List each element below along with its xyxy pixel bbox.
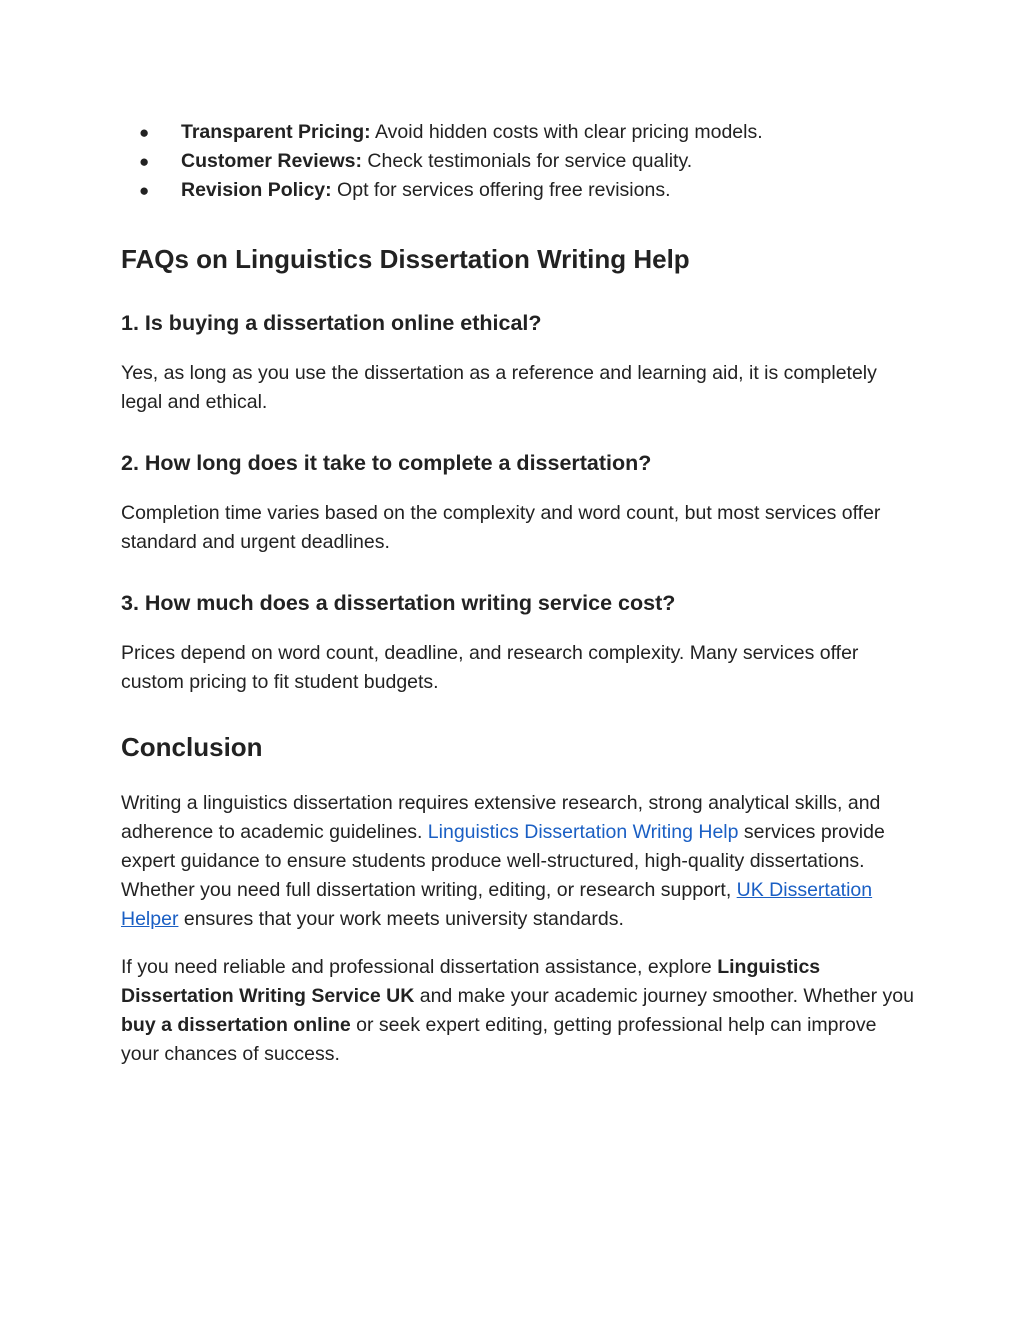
bullet-icon: ● <box>139 181 150 200</box>
bullet-text: Check testimonials for service quality. <box>361 150 693 172</box>
faq-heading: FAQs on Linguistics Dissertation Writing Help <box>121 244 690 274</box>
conclusion-text: ensures that your work meets university standards. <box>178 908 624 930</box>
conclusion-paragraph-2 <box>121 953 914 1069</box>
uk-dissertation-helper-link[interactable]: UK Dissertation Helper <box>121 879 873 930</box>
faq-answer-3: Prices depend on word count, deadline, and research complexity. Many services offer custom pricing to fit student budgets. <box>121 642 859 693</box>
conclusion-text: and make your academic journey smoother. Whether you <box>414 985 914 1007</box>
faq-question-1: 1. Is buying a dissertation online ethical? <box>121 311 542 335</box>
conclusion-text: If you need reliable and professional dissertation assistance, explore <box>121 956 718 978</box>
faq-question-2: 2. How long does it take to complete a dissertation? <box>121 451 652 475</box>
bullet-text: Opt for services offering free revisions. <box>331 179 671 201</box>
conclusion-heading: Conclusion <box>121 732 263 762</box>
faq-answer-2: Completion time varies based on the complexity and word count, but most services offer standard and urgent deadlines. <box>121 502 881 553</box>
bullet-label: Revision Policy: <box>181 179 332 201</box>
bullet-transparent-pricing <box>121 118 914 147</box>
faq-answer-1: Yes, as long as you use the dissertation as a reference and learning aid, it is completely legal and ethical. <box>121 362 877 413</box>
conclusion-text: Writing a linguistics dissertation requires extensive research, strong analytical skills, and adherence to academic guidelines. <box>121 792 881 843</box>
conclusion-paragraph-1 <box>121 789 914 934</box>
conclusion-text: services provide expert guidance to ensure students produce well-structured, high-quality dissertations. Whether you need full dissertation writing, editing, or research support, <box>121 821 885 901</box>
bullet-icon: ● <box>139 152 150 171</box>
linguistics-help-link[interactable]: Linguistics Dissertation Writing Help <box>427 821 739 843</box>
bullet-label: Customer Reviews: <box>181 150 362 172</box>
bullet-label: Transparent Pricing: <box>181 121 371 143</box>
bullet-revision-policy <box>121 176 914 205</box>
faq-question-3: 3. How much does a dissertation writing service cost? <box>121 591 676 615</box>
conclusion-text: or seek expert editing, getting professional help can improve your chances of success. <box>121 1014 877 1065</box>
bullet-icon: ● <box>139 123 150 142</box>
feature-bullet-list <box>121 118 914 205</box>
bold-service-name: Linguistics Dissertation Writing Service UK <box>121 956 821 1007</box>
bullet-text: Avoid hidden costs with clear pricing models. <box>370 121 763 143</box>
bold-buy-online: buy a dissertation online <box>121 1014 351 1036</box>
bullet-customer-reviews <box>121 147 914 176</box>
